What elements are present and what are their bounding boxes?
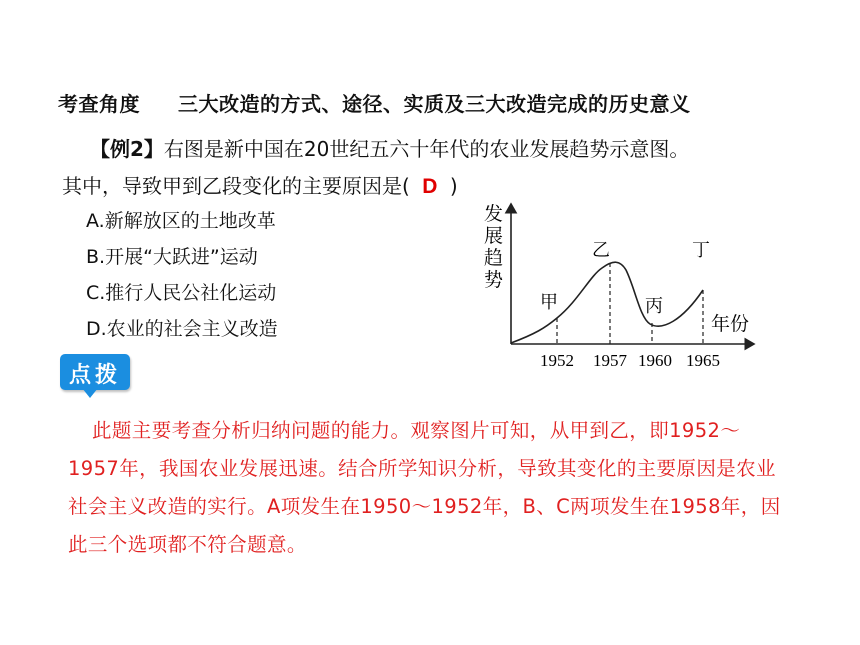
x-axis-label: 年份 xyxy=(711,314,750,335)
year-tick-label: 1952 xyxy=(540,351,574,370)
point-label-jia: 甲 xyxy=(540,292,558,312)
option-c: C.推行人民公社化运动 xyxy=(86,282,277,304)
question-text-2-suffix: ) xyxy=(449,174,458,198)
option-a: A.新解放区的土地改革 xyxy=(86,210,276,232)
option-d: D.农业的社会主义改造 xyxy=(86,318,278,340)
question-text-2: 其中，导致甲到乙段变化的主要原因是( xyxy=(62,174,410,198)
question-text-1: 右图是新中国在20世纪五六十年代的农业发展趋势示意图。 xyxy=(163,137,690,161)
point-label-bing: 丙 xyxy=(645,296,663,316)
answer-choice: D xyxy=(422,175,438,198)
year-tick-label: 1960 xyxy=(638,351,672,370)
explanation-text: 此题主要考查分析归纳问题的能力。观察图片可知，从甲到乙，即1952～1957年，我国农业发展迅速。结合所学知识分析，导致其变化的主要原因是农业社会主义改造的实行。A项发生在1950～1952年，B、C两项发生在1958年，因此三个选项都不符合题意。 xyxy=(68,419,781,556)
point-label-ding: 丁 xyxy=(692,240,710,260)
y-axis-label-char: 趋 xyxy=(484,248,504,269)
explanation-paragraph xyxy=(68,412,788,564)
y-axis-label-char: 发 xyxy=(484,204,504,225)
question-line-2 xyxy=(62,170,458,199)
year-tick-label: 1965 xyxy=(686,351,720,370)
tip-badge-label: 点拨 xyxy=(68,363,121,388)
option-b: B.开展“大跃进”运动 xyxy=(86,246,258,268)
y-axis-label-char: 势 xyxy=(484,270,504,291)
topic-heading-label: 考查角度 xyxy=(58,92,140,116)
year-tick-label: 1957 xyxy=(593,351,627,370)
point-label-yi: 乙 xyxy=(592,240,610,260)
topic-heading-text: 三大改造的方式、途径、实质及三大改造完成的历史意义 xyxy=(178,92,691,116)
tip-badge-pointer xyxy=(82,388,98,398)
y-axis-label-char: 展 xyxy=(484,226,504,247)
question-line-1 xyxy=(90,133,689,162)
topic-heading xyxy=(58,88,691,117)
trend-diagram xyxy=(470,196,770,376)
example-tag: 【例2】 xyxy=(90,137,164,161)
